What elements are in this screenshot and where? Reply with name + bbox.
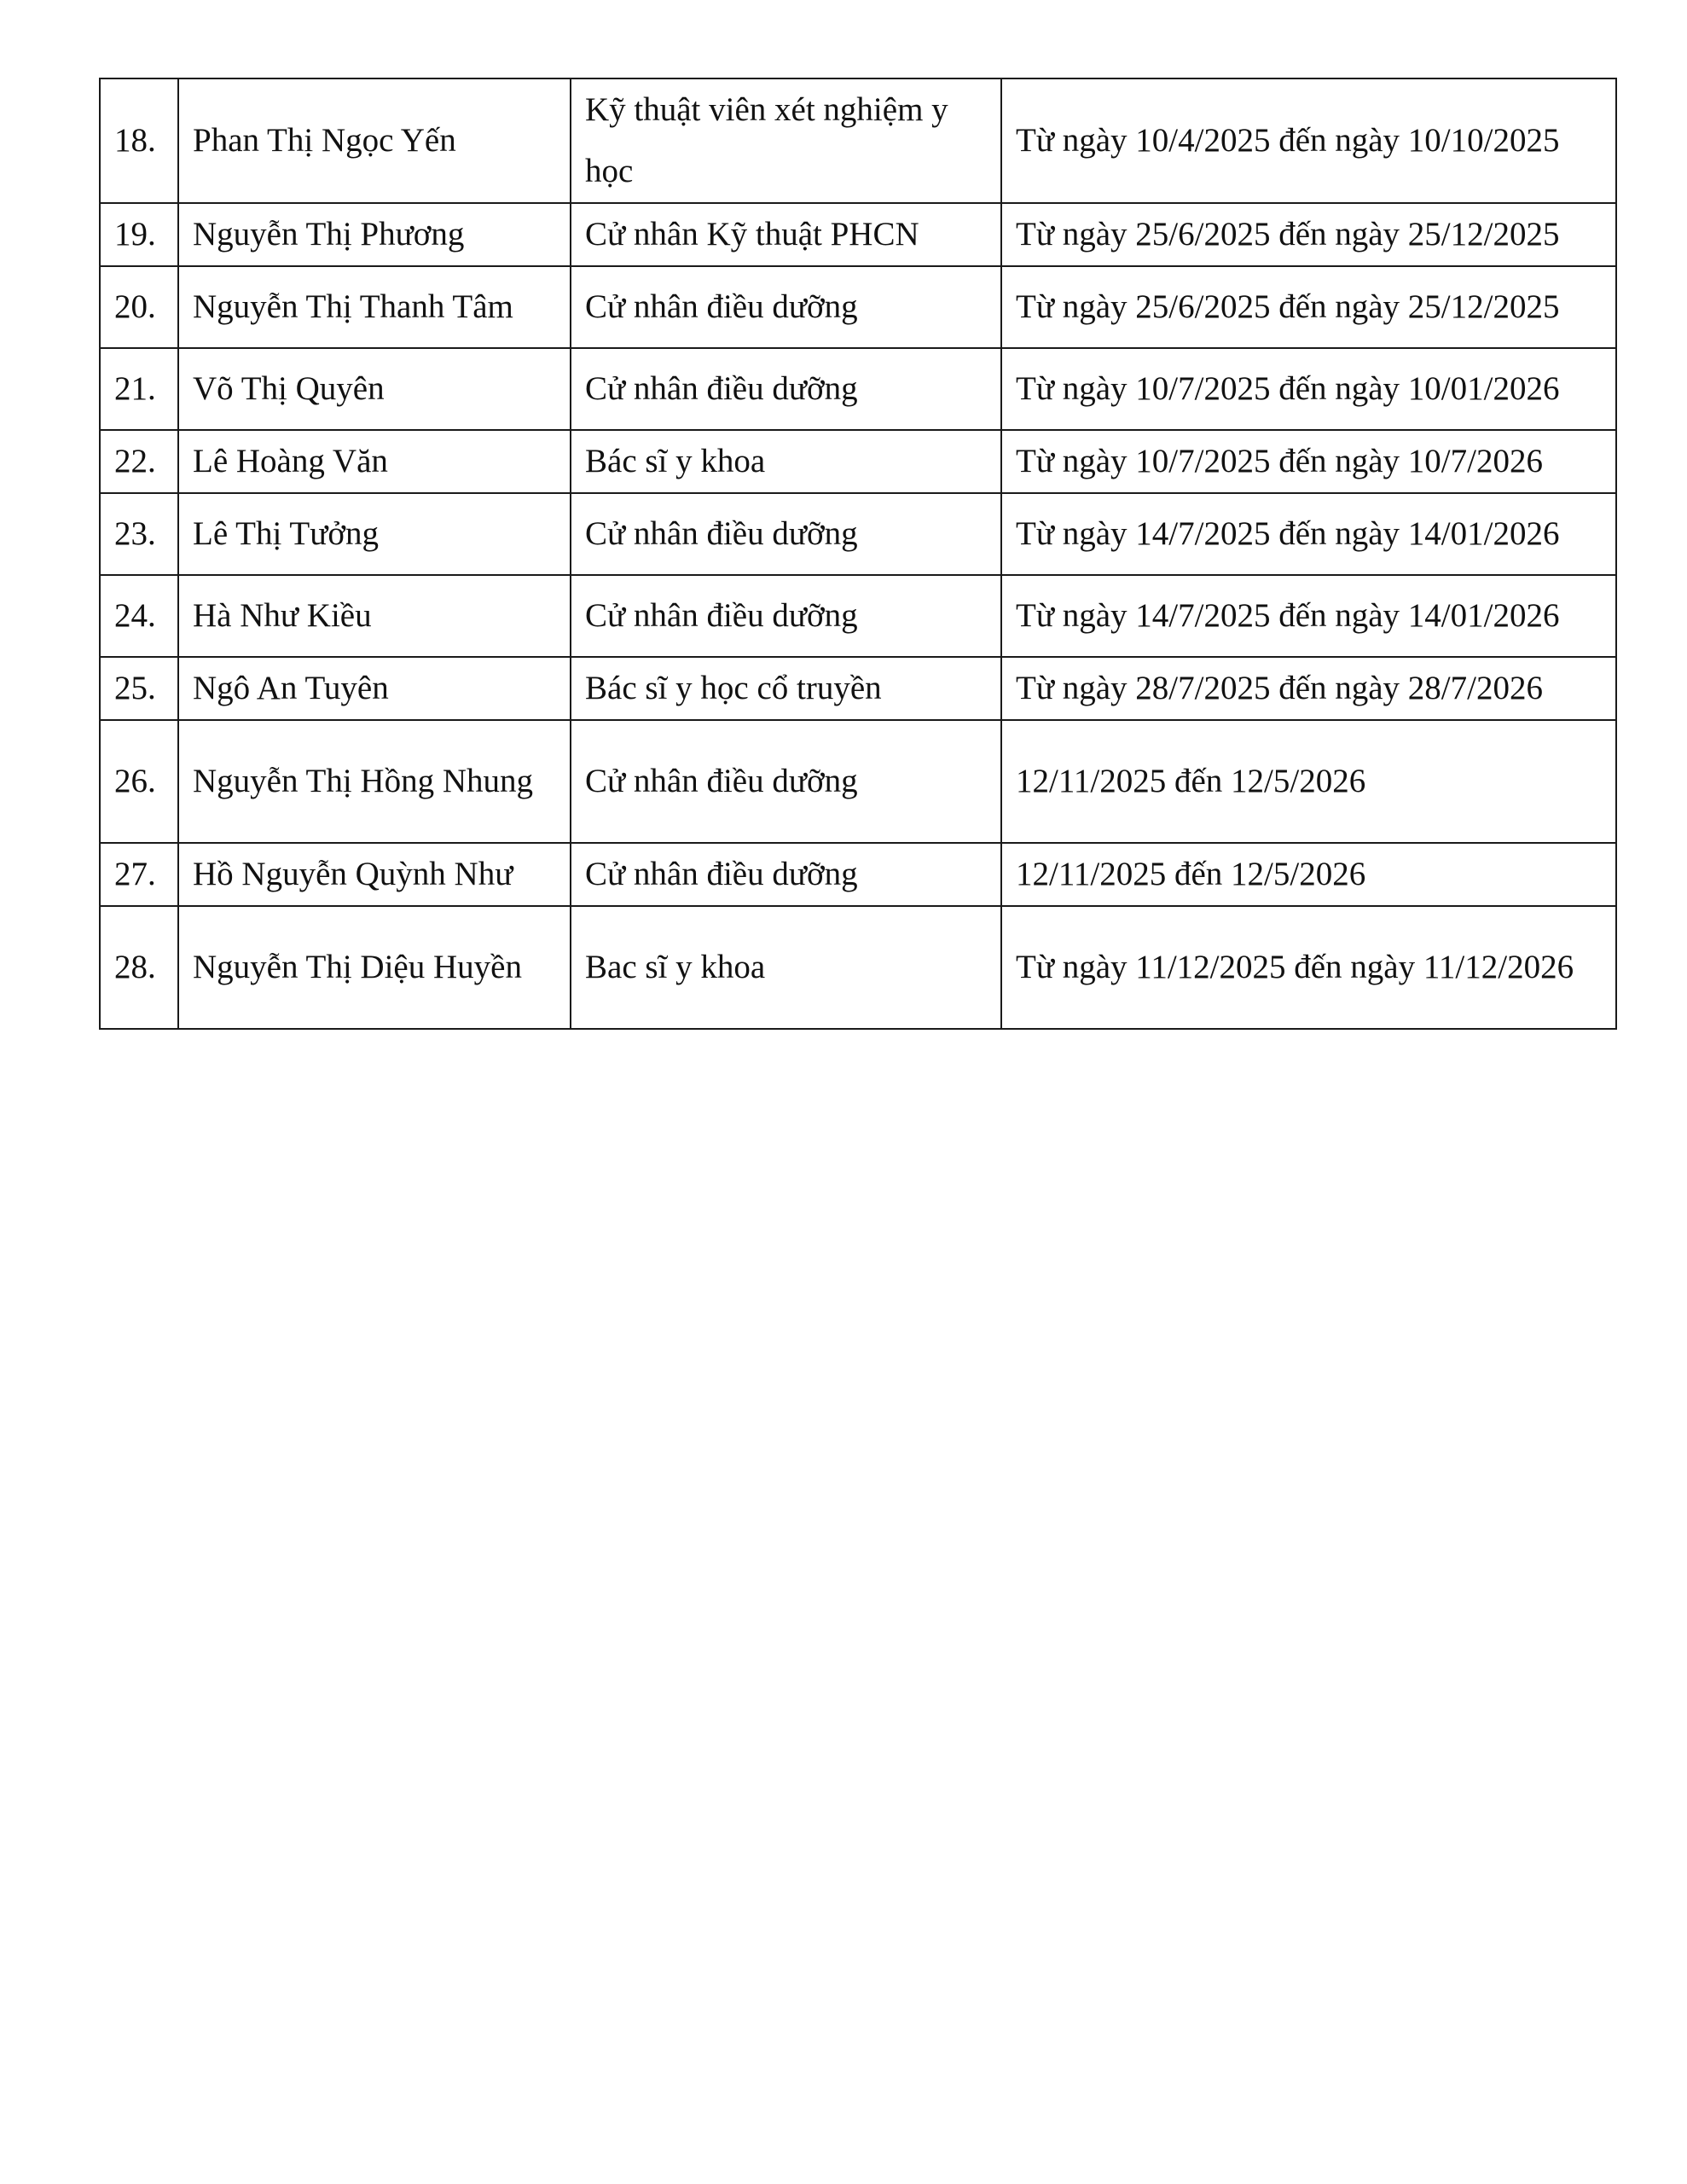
table-row xyxy=(100,78,1616,203)
staff-qualification: Cử nhân Kỹ thuật PHCN xyxy=(571,203,1001,266)
staff-qualification: Cử nhân điều dưỡng xyxy=(571,266,1001,348)
contract-period: 12/11/2025 đến 12/5/2026 xyxy=(1001,720,1616,843)
staff-name: Võ Thị Quyên xyxy=(178,348,571,430)
contract-period: Từ ngày 10/7/2025 đến ngày 10/7/2026 xyxy=(1001,430,1616,493)
table-row xyxy=(100,906,1616,1029)
contract-period: Từ ngày 10/7/2025 đến ngày 10/01/2026 xyxy=(1001,348,1616,430)
row-number: 22. xyxy=(100,430,178,493)
staff-qualification: Bac sĩ y khoa xyxy=(571,906,1001,1029)
table-row xyxy=(100,430,1616,493)
table-row xyxy=(100,348,1616,430)
table-row xyxy=(100,575,1616,657)
staff-qualification: Cử nhân điều dưỡng xyxy=(571,720,1001,843)
staff-qualification: Cử nhân điều dưỡng xyxy=(571,843,1001,906)
contract-period: Từ ngày 14/7/2025 đến ngày 14/01/2026 xyxy=(1001,575,1616,657)
staff-name: Nguyễn Thị Phương xyxy=(178,203,571,266)
contract-period: Từ ngày 11/12/2025 đến ngày 11/12/2026 xyxy=(1001,906,1616,1029)
staff-qualification: Cử nhân điều dưỡng xyxy=(571,348,1001,430)
staff-name: Phan Thị Ngọc Yến xyxy=(178,78,571,203)
table-row xyxy=(100,720,1616,843)
contract-period: Từ ngày 28/7/2025 đến ngày 28/7/2026 xyxy=(1001,657,1616,720)
table-row xyxy=(100,266,1616,348)
table-row xyxy=(100,493,1616,575)
staff-name: Hồ Nguyễn Quỳnh Như xyxy=(178,843,571,906)
row-number: 21. xyxy=(100,348,178,430)
contract-period: Từ ngày 14/7/2025 đến ngày 14/01/2026 xyxy=(1001,493,1616,575)
staff-name: Lê Thị Tưởng xyxy=(178,493,571,575)
row-number: 25. xyxy=(100,657,178,720)
staff-name: Nguyễn Thị Diệu Huyền xyxy=(178,906,571,1029)
row-number: 24. xyxy=(100,575,178,657)
row-number: 28. xyxy=(100,906,178,1029)
row-number: 26. xyxy=(100,720,178,843)
staff-table xyxy=(99,78,1617,1030)
staff-name: Lê Hoàng Văn xyxy=(178,430,571,493)
row-number: 18. xyxy=(100,78,178,203)
contract-period: Từ ngày 25/6/2025 đến ngày 25/12/2025 xyxy=(1001,203,1616,266)
row-number: 19. xyxy=(100,203,178,266)
staff-qualification: Kỹ thuật viên xét nghiệm y học xyxy=(571,78,1001,203)
staff-name: Nguyễn Thị Thanh Tâm xyxy=(178,266,571,348)
staff-qualification: Cử nhân điều dưỡng xyxy=(571,493,1001,575)
row-number: 23. xyxy=(100,493,178,575)
row-number: 20. xyxy=(100,266,178,348)
staff-name: Hà Như Kiều xyxy=(178,575,571,657)
contract-period: Từ ngày 10/4/2025 đến ngày 10/10/2025 xyxy=(1001,78,1616,203)
staff-qualification: Cử nhân điều dưỡng xyxy=(571,575,1001,657)
table-row xyxy=(100,203,1616,266)
contract-period: 12/11/2025 đến 12/5/2026 xyxy=(1001,843,1616,906)
staff-qualification: Bác sĩ y học cổ truyền xyxy=(571,657,1001,720)
staff-qualification: Bác sĩ y khoa xyxy=(571,430,1001,493)
table-row xyxy=(100,657,1616,720)
staff-name: Ngô An Tuyên xyxy=(178,657,571,720)
staff-name: Nguyễn Thị Hồng Nhung xyxy=(178,720,571,843)
row-number: 27. xyxy=(100,843,178,906)
table-row xyxy=(100,843,1616,906)
contract-period: Từ ngày 25/6/2025 đến ngày 25/12/2025 xyxy=(1001,266,1616,348)
